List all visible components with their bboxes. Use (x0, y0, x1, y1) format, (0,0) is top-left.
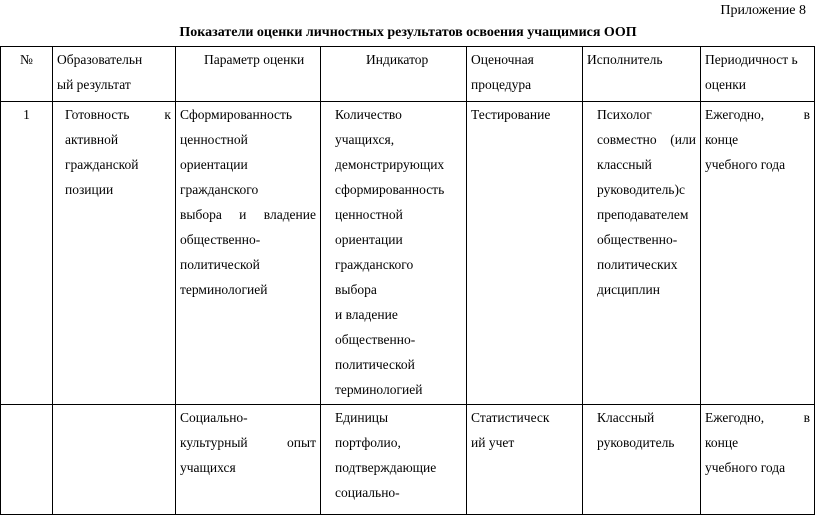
header-executor-line: Исполнитель (587, 52, 663, 67)
cell-line: портфолио, (335, 435, 401, 450)
table-row (1, 405, 815, 515)
cell-line: культурный опыт (180, 435, 316, 450)
header-procedure-line: процедура (471, 77, 532, 92)
row-period (701, 405, 815, 515)
cell-line: дисциплин (597, 282, 660, 297)
cell-line: совместно (или (597, 132, 696, 147)
header-procedure (467, 47, 583, 102)
header-row (1, 47, 815, 102)
header-num: № (1, 47, 53, 102)
row-num (1, 405, 53, 515)
cell-line: выбора и владение (180, 207, 316, 222)
cell-line: Сформированность (180, 107, 293, 122)
header-indicator-line: Индикатор (366, 52, 429, 67)
row-result (53, 405, 176, 515)
cell-line: гражданского (335, 257, 414, 272)
row-num: 1 (1, 102, 53, 405)
cell-line: классный (597, 157, 652, 172)
cell-line: Социально- (180, 410, 248, 425)
table-row (1, 102, 815, 405)
cell-line: Классный (597, 410, 655, 425)
cell-line: руководитель)с (597, 182, 685, 197)
header-result (53, 47, 176, 102)
appendix-label: Приложение 8 (720, 3, 806, 18)
cell-line: Ежегодно, в (705, 410, 810, 425)
cell-line: Количество (335, 107, 402, 122)
cell-line: ий учет (471, 435, 515, 450)
cell-line: Ежегодно, в (705, 107, 810, 122)
header-result-line: ый результат (57, 77, 131, 92)
cell-line: политических (597, 257, 678, 272)
cell-line: руководитель (597, 435, 675, 450)
row-indicator (321, 405, 467, 515)
cell-line: гражданской (65, 157, 139, 172)
row-procedure (467, 405, 583, 515)
cell-line: учебного года (705, 460, 786, 475)
header-param-line: Параметр оценки (204, 52, 305, 67)
cell-line: демонстрирующих (335, 157, 445, 172)
cell-line: конце (705, 132, 739, 147)
header-indicator (321, 47, 467, 102)
cell-line: ориентации (180, 157, 248, 172)
cell-line: ценностной (335, 207, 403, 222)
document-title: Показатели оценки личностных результатов освоения учащимися ООП (179, 25, 637, 40)
cell-line: учащихся, (335, 132, 395, 147)
cell-line: и владение (335, 307, 398, 322)
row-indicator (321, 102, 467, 405)
cell-line: общественно- (335, 332, 416, 347)
assessment-table (0, 46, 815, 515)
row-param (176, 405, 321, 515)
cell-line: сформированность (335, 182, 445, 197)
cell-line: политической (180, 257, 260, 272)
header-result-line: Образовательн (57, 52, 143, 67)
cell-line: ориентации (335, 232, 403, 247)
cell-line: учащихся (180, 460, 236, 475)
cell-line: гражданского (180, 182, 259, 197)
header-period-line: оценки (705, 77, 746, 92)
row-procedure (467, 102, 583, 405)
row-result (53, 102, 176, 405)
header-period (701, 47, 815, 102)
cell-line: политической (335, 357, 415, 372)
row-executor (583, 405, 701, 515)
cell-line: выбора (335, 282, 377, 297)
cell-line: Готовность к (65, 107, 171, 122)
cell-line: Статистическ (471, 410, 550, 425)
cell-line: активной (65, 132, 119, 147)
cell-line: социально- (335, 485, 400, 500)
row-param (176, 102, 321, 405)
cell-line: Единицы (335, 410, 389, 425)
cell-line: терминологией (180, 282, 268, 297)
header-param (176, 47, 321, 102)
cell-line: общественно- (597, 232, 678, 247)
cell-line: преподавателем (597, 207, 689, 222)
cell-line: Психолог (597, 107, 652, 122)
cell-line: позиции (65, 182, 114, 197)
cell-line: учебного года (705, 157, 786, 172)
row-executor (583, 102, 701, 405)
cell-line: общественно- (180, 232, 261, 247)
cell-line: Тестирование (471, 107, 551, 122)
header-procedure-line: Оценочная (471, 52, 534, 67)
header-period-line: Периодичност ь (705, 52, 798, 67)
cell-line: подтверждающие (335, 460, 437, 475)
header-executor (583, 47, 701, 102)
row-period (701, 102, 815, 405)
cell-line: терминологией (335, 382, 423, 397)
cell-line: ценностной (180, 132, 248, 147)
cell-line: конце (705, 435, 739, 450)
